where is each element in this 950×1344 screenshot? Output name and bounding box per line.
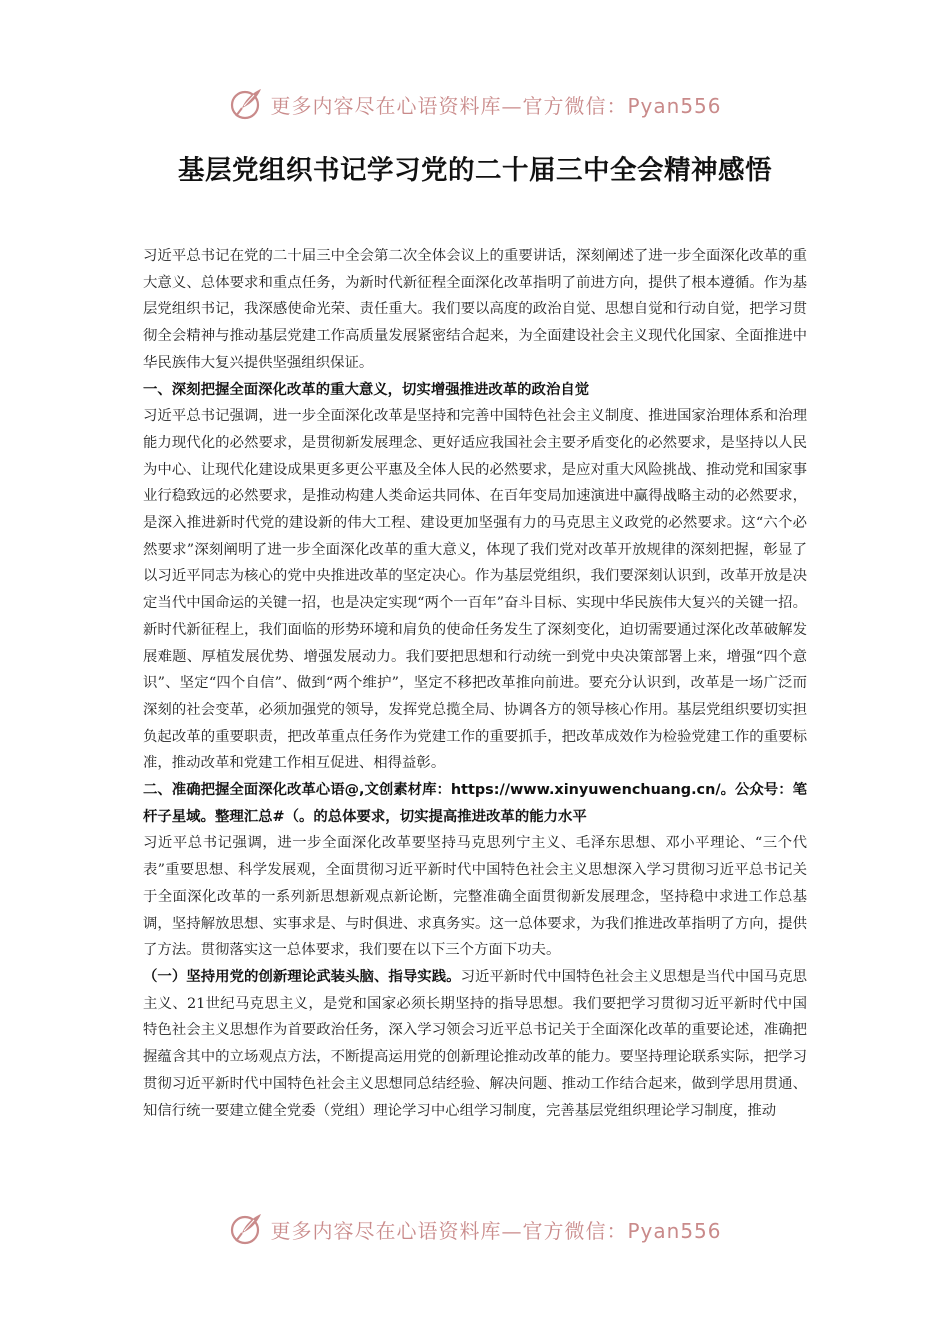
watermark-wechat-id: Pyan556 [627,93,722,118]
section-2-heading: 二、准确把握全面深化改革心语@,文创素材库：https://www.xinyuwenchuang.cn/。公众号：笔杆子星域。整理汇总#（。的总体要求，切实提高推进改革的能力水平 [143,782,807,825]
subsection-1-heading: （一）坚持用党的创新理论武装头脑、指导实践。 [143,968,461,985]
watermark-banner-bottom [0,1209,950,1249]
page-title: 基层党组织书记学习党的二十届三中全会精神感悟 [178,155,772,186]
watermark-banner-top [0,84,950,124]
watermark-wechat-id: Pyan556 [627,1218,722,1243]
intro-paragraph: 习近平总书记在党的二十届三中全会第二次全体会议上的重要讲话，深刻阐述了进一步全面深化改革的重大意义、总体要求和重点任务，为新时代新征程全面深化改革指明了前进方向，提供了根本遵循。作为基层党组织书记，我深感使命光荣、责任重大。我们要以高度的政治自觉、思想自觉和行动自觉，把学习贯彻全会精神与推动基层党建工作高质量发展紧密结合起来，为全面建设社会主义现代化国家、全面推进中华民族伟大复兴提供坚强组织保证。 [143,248,807,371]
section-2-paragraph: 习近平总书记强调，进一步全面深化改革要坚持马克思列宁主义、毛泽东思想、邓小平理论、“三个代表”重要思想、科学发展观，全面贯彻习近平新时代中国特色社会主义思想深入学习贯彻习近平总书记关于全面深化改革的一系列新思想新观点新论断，完整准确全面贯彻新发展理念，坚持稳中求进工作总基调，坚持解放思想、实事求是、与时俱进、求真务实。这一总体要求，为我们推进改革指明了方向，提供了方法。贯彻落实这一总体要求，我们要在以下三个方面下功夫。 [143,835,807,959]
watermark-text: 更多内容尽在心语资料库—官方微信：Pyan556 [270,1218,722,1243]
subsection-1-paragraph [143,964,807,1124]
section-1-heading: 一、深刻把握全面深化改革的重大意义，切实增强推进改革的政治自觉 [143,381,590,398]
subsection-1-body: 习近平新时代中国特色社会主义思想是当代中国马克思主义、21世纪马克思主义，是党和国家必须长期坚持的指导思想。我们要把学习贯彻习近平新时代中国特色社会主义思想作为首要政治任务，深入学习领会习近平总书记关于全面深化改革的重要论述，准确把握蕴含其中的立场观点方法，不断提高运用党的创新理论推动改革的能力。要坚持理论联系实际，把学习贯彻习近平新时代中国特色社会主义思想同总结经验、解决问题、推动工作结合起来，做到学思用贯通、知信行统一要建立健全党委（党组）理论学习中心组学习制度，完善基层党组织理论学习制度，推动 [143,968,807,1119]
section-1-paragraph: 习近平总书记强调，进一步全面深化改革是坚持和完善中国特色社会主义制度、推进国家治理体系和治理能力现代化的必然要求，是贯彻新发展理念、更好适应我国社会主要矛盾变化的必然要求，是坚持以人民为中心、让现代化建设成果更多更公平惠及全体人民的必然要求，是应对重大风险挑战、推动党和国家事业行稳致远的必然要求，是推动构建人类命运共同体、在百年变局加速演进中赢得战略主动的必然要求，是深入推进新时代党的建设新的伟大工程、建设更加坚强有力的马克思主义政党的必然要求。这“六个必然要求”深刻阐明了进一步全面深化改革的重大意义，体现了我们党对改革开放规律的深刻把握，彰显了以习近平同志为核心的党中央推进改革的坚定决心。作为基层党组织，我们要深刻认识到，改革开放是决定当代中国命运的关键一招，也是决定实现“两个一百年”奋斗目标、实现中华民族伟大复兴的关键一招。新时代新征程上，我们面临的形势环境和肩负的使命任务发生了深刻变化，迫切需要通过深化改革破解发展难题、厚植发展优势、增强发展动力。我们要把思想和行动统一到党中央决策部署上来，增强“四个意识”、坚定“四个自信”、做到“两个维护”，坚定不移把改革推向前进。要充分认识到，改革是一场广泛而深刻的社会变革，必须加强党的领导，发挥党总揽全局、协调各方的领导核心作用。基层党组织要切实担负起改革的重要职责，把改革重点任务作为党建工作的重要抓手，把改革成效作为检验党建工作的重要标准，推动改革和党建工作相互促进、相得益彰。 [143,408,807,772]
watermark-text: 更多内容尽在心语资料库—官方微信：Pyan556 [270,93,722,118]
feather-pen-logo-icon [228,86,264,122]
feather-pen-logo-icon [228,1211,264,1247]
document-body [143,243,807,1124]
